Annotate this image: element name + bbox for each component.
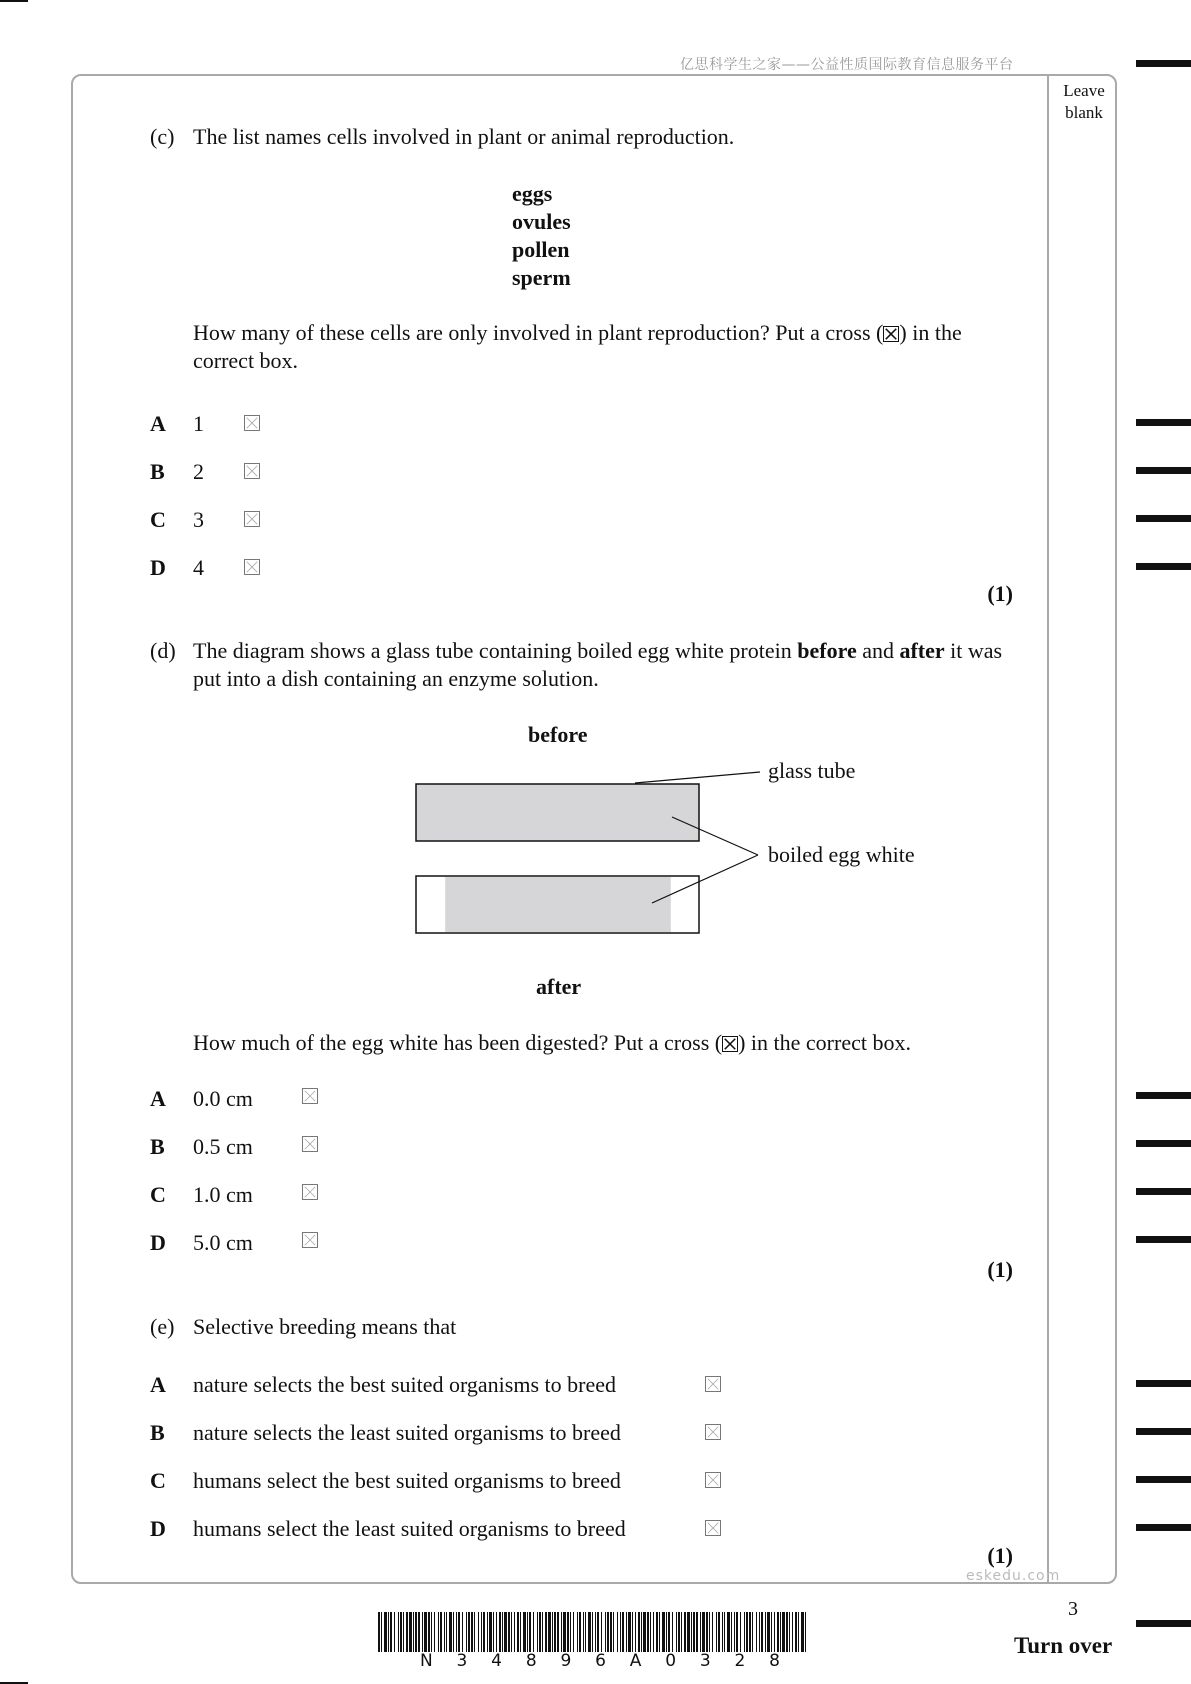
barcode-char: 2 — [734, 1651, 746, 1671]
page-number: 3 — [1068, 1598, 1078, 1620]
marks-c: (1) — [987, 581, 1013, 606]
answer-checkbox-e-b[interactable] — [705, 1424, 721, 1440]
barcode-char: A — [629, 1651, 642, 1671]
answer-checkbox-d-d[interactable] — [302, 1232, 318, 1248]
part-c-label: (c) — [150, 124, 175, 149]
tube-before — [416, 784, 699, 841]
option-letter: B — [150, 1134, 165, 1159]
edge-mark — [1136, 467, 1191, 474]
edge-mark — [1136, 515, 1191, 522]
cross-icon — [722, 1036, 738, 1052]
site-header-text: 亿思科学生之家——公益性质国际教育信息服务平台 — [680, 57, 1014, 73]
leave-blank-line-2: blank — [1065, 103, 1103, 122]
intro-text: and — [856, 638, 900, 663]
option-text: 4 — [193, 555, 204, 580]
part-e-intro: Selective breeding means that — [193, 1314, 457, 1339]
part-c-intro: The list names cells involved in plant or animal reproduction. — [193, 124, 735, 149]
option-text: 1.0 cm — [193, 1182, 253, 1207]
glass-tube-label: glass tube — [768, 758, 856, 783]
option-text: humans select the least suited organisms to breed — [193, 1516, 626, 1541]
answer-checkbox-e-a[interactable] — [705, 1376, 721, 1392]
intro-text: it was put into a dish containing an enzyme solution. — [193, 638, 1003, 691]
turn-over-text: Turn over — [1014, 1633, 1113, 1658]
barcode-char: N — [420, 1651, 433, 1671]
option-text: 2 — [193, 459, 204, 484]
option-text: 3 — [193, 507, 204, 532]
option-text: 0.5 cm — [193, 1134, 253, 1159]
intro-text: The diagram shows a glass tube containing boiled egg white protein — [193, 638, 798, 663]
cell-list-item: pollen — [512, 237, 570, 262]
option-text: nature selects the least suited organisms to breed — [193, 1420, 621, 1445]
leave-blank-divider — [1047, 74, 1049, 1584]
edge-mark — [1136, 1476, 1191, 1483]
answer-checkbox-e-c[interactable] — [705, 1472, 721, 1488]
part-d-label: (d) — [150, 638, 176, 663]
part-c-question — [193, 319, 1013, 375]
barcode-char: 3 — [456, 1651, 468, 1671]
answer-checkbox-d-c[interactable] — [302, 1184, 318, 1200]
option-text: 5.0 cm — [193, 1230, 253, 1255]
question-text: ) in the correct box. — [738, 1030, 911, 1055]
barcode-char: 4 — [491, 1651, 502, 1671]
answer-checkbox-c-b[interactable] — [244, 463, 260, 479]
edge-mark — [1136, 1428, 1191, 1435]
option-letter: A — [150, 1372, 166, 1397]
cell-list-item: sperm — [512, 265, 571, 290]
edge-mark — [1136, 1092, 1191, 1099]
edge-mark — [1136, 1140, 1191, 1147]
barcode — [378, 1612, 808, 1652]
marks-d: (1) — [987, 1257, 1013, 1282]
leave-blank-label — [1052, 80, 1116, 124]
answer-checkbox-e-d[interactable] — [705, 1520, 721, 1536]
intro-bold-before: before — [797, 638, 857, 663]
answer-checkbox-d-b[interactable] — [302, 1136, 318, 1152]
edge-mark — [1136, 1524, 1191, 1531]
barcode-char: 3 — [699, 1651, 711, 1671]
option-letter: C — [150, 1182, 166, 1207]
edge-mark — [1136, 1620, 1191, 1627]
diagram-before-label: before — [528, 722, 588, 747]
watermark-text: eskedu.com — [966, 1568, 1061, 1584]
option-letter: C — [150, 507, 166, 532]
leave-blank-line-1: Leave — [1063, 81, 1105, 100]
answer-checkbox-c-c[interactable] — [244, 511, 260, 527]
option-letter: B — [150, 1420, 165, 1445]
option-letter: B — [150, 459, 165, 484]
option-letter: D — [150, 1516, 166, 1541]
option-text: 1 — [193, 411, 204, 436]
question-text: How many of these cells are only involved in plant reproduction? Put a cross ( — [193, 320, 884, 345]
option-letter: A — [150, 411, 166, 436]
egg-white-tube-diagram — [410, 760, 760, 940]
edge-mark — [1136, 1188, 1191, 1195]
egg-white-after — [445, 877, 671, 932]
answer-checkbox-d-a[interactable] — [302, 1088, 318, 1104]
part-d-question — [193, 1029, 911, 1057]
edge-mark — [1136, 1236, 1191, 1243]
glass-tube-leader — [635, 772, 760, 783]
boiled-egg-white-label: boiled egg white — [768, 842, 915, 867]
intro-bold-after: after — [899, 638, 945, 663]
answer-checkbox-c-d[interactable] — [244, 559, 260, 575]
option-letter: A — [150, 1086, 166, 1111]
crop-mark-top — [0, 0, 28, 2]
option-text: 0.0 cm — [193, 1086, 253, 1111]
barcode-char: 8 — [769, 1651, 780, 1671]
option-text: humans select the best suited organisms to breed — [193, 1468, 621, 1493]
edge-mark — [1136, 419, 1191, 426]
barcode-char: 0 — [665, 1651, 677, 1671]
barcode-char: 8 — [525, 1651, 537, 1671]
cell-list-item: eggs — [512, 181, 553, 206]
option-letter: D — [150, 1230, 166, 1255]
edge-mark — [1136, 1380, 1191, 1387]
barcode-char: 6 — [595, 1651, 606, 1671]
edge-mark — [1136, 563, 1191, 570]
part-e-label: (e) — [150, 1314, 175, 1339]
option-letter: C — [150, 1468, 166, 1493]
cell-list-item: ovules — [512, 209, 571, 234]
answer-checkbox-c-a[interactable] — [244, 415, 260, 431]
barcode-char: 9 — [560, 1651, 572, 1671]
question-text: ) in the correct box. — [193, 320, 962, 373]
part-d-intro — [193, 637, 1013, 693]
diagram-after-label: after — [536, 974, 582, 999]
option-letter: D — [150, 555, 166, 580]
barcode-text — [420, 1651, 780, 1671]
cross-icon — [883, 326, 899, 342]
marks-e: (1) — [987, 1543, 1013, 1568]
option-text: nature selects the best suited organisms to breed — [193, 1372, 616, 1397]
question-text: How much of the egg white has been digested? Put a cross ( — [193, 1030, 723, 1055]
edge-mark — [1136, 60, 1191, 67]
